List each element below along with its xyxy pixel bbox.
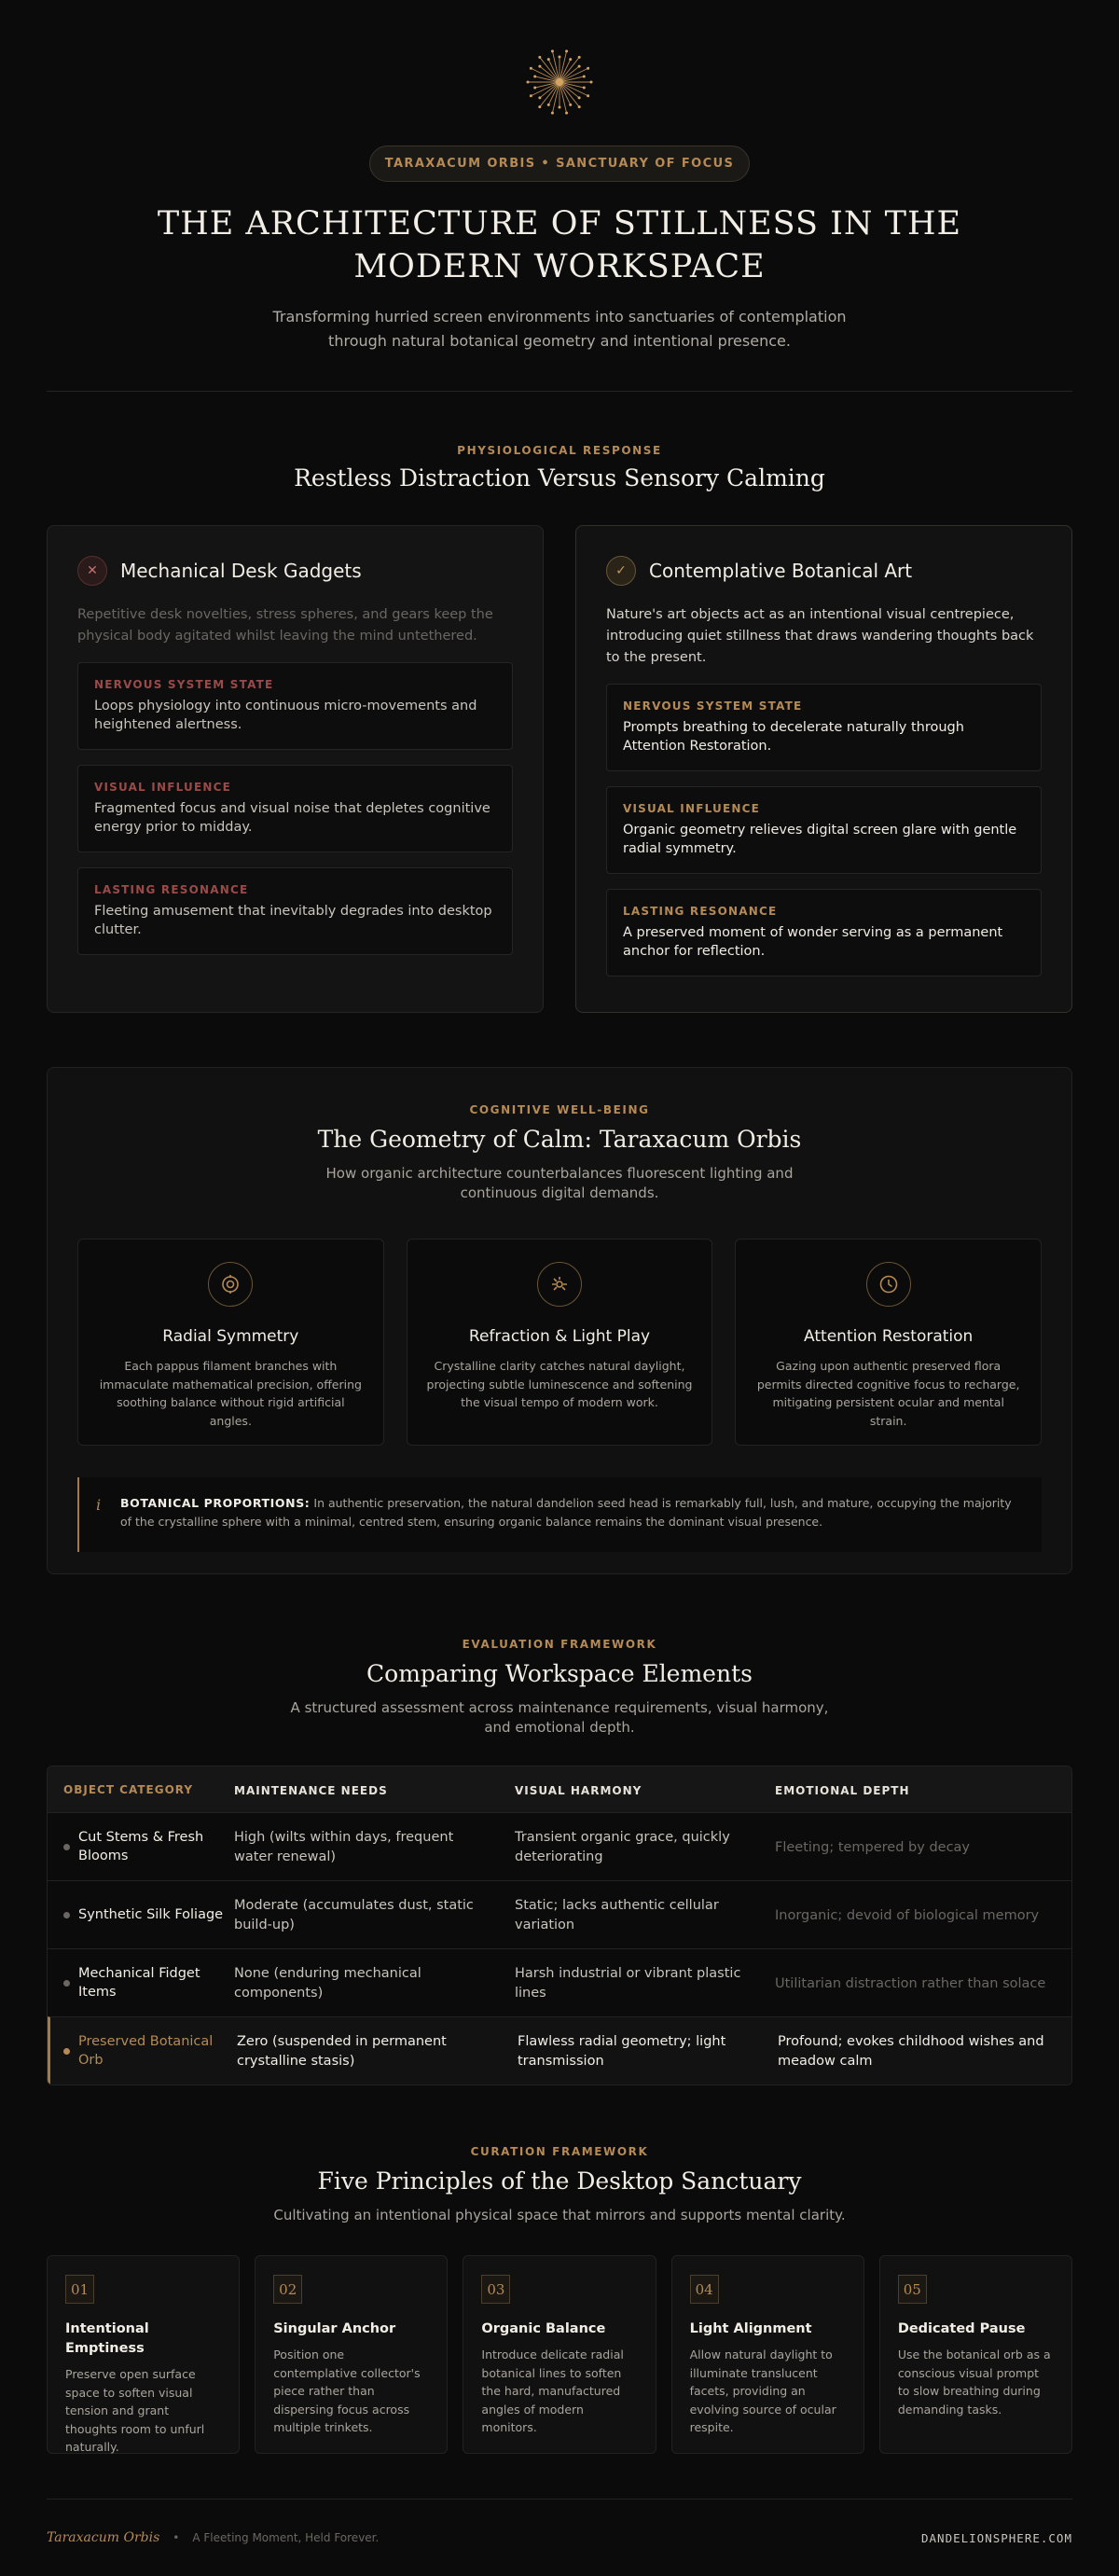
evaluation-section bbox=[47, 1638, 1072, 2085]
feature-text: Crystalline clarity catches natural daylight, projecting subtle luminescence and softening the visual tempo of modern work. bbox=[426, 1359, 693, 1409]
section-eyebrow: CURATION FRAMEWORK bbox=[470, 2145, 649, 2158]
principle-title: Light Alignment bbox=[689, 2321, 812, 2336]
column-header: MAINTENANCE NEEDS bbox=[234, 1784, 388, 1797]
sunburst-seed bbox=[578, 65, 581, 68]
sunburst-seed bbox=[590, 81, 593, 84]
clock-icon bbox=[866, 1262, 911, 1307]
sunburst-seed bbox=[530, 94, 532, 97]
page-subtitle: Transforming hurried screen environments into sanctuaries of contemplation through natural botanical geometry and intentional presence. bbox=[272, 308, 847, 350]
principle-card bbox=[671, 2255, 864, 2454]
sunburst-seed bbox=[583, 75, 586, 77]
info-icon: i bbox=[96, 1496, 102, 1514]
footer-site-link[interactable]: DANDELIONSPHERE.COM bbox=[921, 2530, 1072, 2545]
section-subtitle: A structured assessment across maintenance requirements, visual harmony, and emotional depth. bbox=[290, 1699, 829, 1736]
depth-cell: Fleeting; tempered by decay bbox=[775, 1839, 971, 1855]
radial-symmetry-icon bbox=[208, 1262, 253, 1307]
section-title: Five Principles of the Desktop Sanctuary bbox=[317, 2167, 802, 2195]
principle-title: Singular Anchor bbox=[273, 2321, 396, 2336]
category-cell: Preserved Botanical Orb bbox=[78, 2034, 214, 2068]
botanical-proportions-note bbox=[77, 1477, 1042, 1552]
sunburst-seed bbox=[551, 49, 554, 52]
principle-card bbox=[463, 2255, 656, 2454]
sunburst-seed bbox=[559, 106, 561, 109]
sunburst-seed bbox=[538, 56, 541, 59]
column-header: VISUAL HARMONY bbox=[515, 1784, 642, 1797]
depth-cell: Utilitarian distraction rather than solace bbox=[775, 1975, 1046, 1991]
principle-title: Dedicated Pause bbox=[897, 2321, 1026, 2336]
attribute-label: VISUAL INFLUENCE bbox=[94, 781, 231, 794]
maintenance-cell: Moderate (accumulates dust, static build-up) bbox=[234, 1898, 474, 1932]
principle-number: 04 bbox=[690, 2275, 719, 2304]
comparison-section bbox=[47, 444, 1072, 1013]
harmony-cell: Harsh industrial or vibrant plastic lines bbox=[515, 1966, 741, 2001]
section-title: Restless Distraction Versus Sensory Calming bbox=[294, 464, 825, 492]
feature-title: Attention Restoration bbox=[804, 1327, 974, 1346]
attribute-text: Fragmented focus and visual noise that depletes cognitive energy prior to midday. bbox=[94, 801, 490, 835]
column-header: EMOTIONAL DEPTH bbox=[775, 1784, 910, 1797]
feature-card bbox=[77, 1239, 384, 1446]
attribute-text: Prompts breathing to decelerate naturally through Attention Restoration. bbox=[623, 720, 964, 754]
card-title: Mechanical Desk Gadgets bbox=[120, 560, 362, 582]
attribute-label: LASTING RESONANCE bbox=[94, 883, 249, 896]
sunburst-seed bbox=[565, 112, 568, 115]
principle-number: 02 bbox=[273, 2275, 302, 2304]
sunburst-seed bbox=[578, 56, 581, 59]
feature-card bbox=[735, 1239, 1042, 1446]
sunburst-seed bbox=[551, 112, 554, 115]
table-row bbox=[48, 1880, 1071, 1948]
attribute-text: Fleeting amusement that inevitably degrades into desktop clutter. bbox=[94, 904, 492, 937]
check-icon: ✓ bbox=[606, 556, 636, 586]
sunburst-seed bbox=[583, 87, 586, 90]
note-text bbox=[120, 1494, 1019, 1531]
attribute-text: Loops physiology into continuous micro-movements and heightened alertness. bbox=[94, 699, 477, 732]
botanical-card bbox=[575, 525, 1072, 1013]
sunburst-core bbox=[556, 78, 563, 86]
feature-text: Each pappus filament branches with immaculate mathematical precision, offering soothing balance without rigid artificial angles. bbox=[99, 1359, 362, 1428]
bullet-dot bbox=[63, 1844, 70, 1850]
attribute-label: VISUAL INFLUENCE bbox=[623, 802, 760, 815]
section-eyebrow: PHYSIOLOGICAL RESPONSE bbox=[457, 444, 662, 457]
attribute-label: NERVOUS SYSTEM STATE bbox=[94, 678, 274, 691]
gadgets-card bbox=[47, 525, 544, 1013]
principle-text: Preserve open surface space to soften visual tension and grant thoughts room to unfurl naturally. bbox=[65, 2367, 205, 2454]
hero-badge: TARAXACUM ORBIS • SANCTUARY OF FOCUS bbox=[369, 145, 751, 182]
feature-title: Refraction & Light Play bbox=[468, 1327, 651, 1346]
attribute-text: Organic geometry relieves digital screen glare with gentle radial symmetry. bbox=[623, 823, 1017, 856]
geometry-section bbox=[47, 1067, 1072, 1574]
principle-text: Position one contemplative collector's piece rather than dispersing focus across multiple trinkets. bbox=[273, 2347, 421, 2434]
principle-card bbox=[255, 2255, 448, 2454]
footer bbox=[47, 2500, 1072, 2576]
principle-text: Use the botanical orb as a conscious visual prompt to slow breathing during demanding tasks. bbox=[897, 2347, 1051, 2417]
footer-separator: • bbox=[173, 2531, 180, 2544]
section-title: Comparing Workspace Elements bbox=[366, 1660, 753, 1687]
harmony-cell: Static; lacks authentic cellular variation bbox=[515, 1898, 719, 1932]
bullet-dot bbox=[63, 1980, 70, 1987]
depth-cell: Profound; evokes childhood wishes and meadow calm bbox=[778, 2034, 1044, 2069]
comparison-table bbox=[47, 1766, 1072, 2085]
section-subtitle: Cultivating an intentional physical space that mirrors and supports mental clarity. bbox=[273, 2207, 846, 2223]
category-cell: Cut Stems & Fresh Blooms bbox=[78, 1830, 204, 1863]
card-description: Nature's art objects act as an intentional visual centrepiece, introducing quiet stillness that draws wandering thoughts back to the present. bbox=[606, 607, 1034, 665]
category-cell: Mechanical Fidget Items bbox=[78, 1966, 200, 2000]
section-eyebrow: EVALUATION FRAMEWORK bbox=[462, 1638, 657, 1651]
close-icon: ✕ bbox=[77, 556, 107, 586]
sunburst-seed bbox=[569, 104, 572, 106]
principle-title: Organic Balance bbox=[481, 2321, 606, 2336]
note-body: In authentic preservation, the natural dandelion seed head is remarkably full, lush, and mature, occupying the majority of the crystalline sphere with a minimal, centred stem, ensuring organic balance remains the dominant visual presence. bbox=[120, 1496, 1012, 1529]
attribute-text: A preserved moment of wonder serving as a permanent anchor for reflection. bbox=[623, 925, 1003, 959]
bullet-dot bbox=[63, 2048, 70, 2055]
sunburst-seed bbox=[527, 81, 530, 84]
harmony-cell: Flawless radial geometry; light transmission bbox=[518, 2034, 726, 2069]
feature-title: Radial Symmetry bbox=[162, 1327, 299, 1346]
card-title: Contemplative Botanical Art bbox=[649, 560, 913, 582]
attribute-box bbox=[77, 867, 513, 955]
attribute-box bbox=[77, 765, 513, 852]
feature-text: Gazing upon authentic preserved flora permits directed cognitive focus to recharge, mitigating persistent ocular and mental strain. bbox=[756, 1359, 1020, 1428]
maintenance-cell: Zero (suspended in permanent crystalline stasis) bbox=[237, 2034, 447, 2069]
sunburst-seed bbox=[547, 104, 550, 106]
note-label: BOTANICAL PROPORTIONS: bbox=[120, 1496, 311, 1510]
footer-brand: Taraxacum Orbis bbox=[47, 2530, 160, 2545]
column-header: OBJECT CATEGORY bbox=[63, 1782, 194, 1796]
depth-cell: Inorganic; devoid of biological memory bbox=[775, 1907, 1040, 1923]
attribute-box bbox=[606, 684, 1042, 771]
principles-section bbox=[47, 2145, 1072, 2454]
page-title: THE ARCHITECTURE OF STILLNESS IN THE MODERN WORKSPACE bbox=[157, 205, 962, 285]
dandelion-sunburst-icon bbox=[522, 43, 597, 121]
sunburst-seed bbox=[538, 65, 541, 68]
principle-card bbox=[879, 2255, 1072, 2454]
sunburst-seed bbox=[587, 67, 589, 70]
sunburst-seed bbox=[533, 75, 536, 77]
principle-text: Allow natural daylight to illuminate translucent facets, providing an evolving source of ocular respite. bbox=[689, 2347, 836, 2434]
bullet-dot bbox=[63, 1912, 70, 1918]
table-row bbox=[48, 1948, 1071, 2016]
sunburst-seed bbox=[538, 96, 541, 99]
harmony-cell: Transient organic grace, quickly deteriorating bbox=[515, 1830, 730, 1864]
section-title: The Geometry of Calm: Taraxacum Orbis bbox=[317, 1126, 802, 1153]
attribute-box bbox=[606, 889, 1042, 976]
principle-number: 05 bbox=[898, 2275, 927, 2304]
sunburst-seed bbox=[547, 58, 550, 61]
maintenance-cell: High (wilts within days, frequent water renewal) bbox=[234, 1830, 454, 1864]
hero bbox=[47, 0, 1072, 392]
sunburst-seed bbox=[533, 87, 536, 90]
attribute-label: NERVOUS SYSTEM STATE bbox=[623, 699, 803, 713]
principle-number: 03 bbox=[481, 2275, 510, 2304]
maintenance-cell: None (enduring mechanical components) bbox=[234, 1966, 421, 2001]
sunburst-seed bbox=[569, 58, 572, 61]
principle-number: 01 bbox=[65, 2275, 94, 2304]
principle-text: Introduce delicate radial botanical lines to soften the hard, manufactured angles of modern monitors. bbox=[481, 2347, 624, 2434]
attribute-label: LASTING RESONANCE bbox=[623, 905, 778, 918]
sunburst-seed bbox=[538, 105, 541, 108]
sunburst-seed bbox=[530, 67, 532, 70]
card-description: Repetitive desk novelties, stress spheres, and gears keep the physical body agitated whilst leaving the mind untethered. bbox=[77, 607, 493, 644]
sunburst-seed bbox=[559, 56, 561, 59]
table-row bbox=[48, 1812, 1071, 1880]
feature-card bbox=[407, 1239, 713, 1446]
section-eyebrow: COGNITIVE WELL-BEING bbox=[469, 1103, 650, 1116]
attribute-box bbox=[77, 662, 513, 750]
divider bbox=[47, 391, 1072, 392]
table-header-row bbox=[48, 1766, 1071, 1812]
attribute-box bbox=[606, 786, 1042, 874]
category-cell: Synthetic Silk Foliage bbox=[78, 1907, 224, 1922]
sunburst-seed bbox=[578, 96, 581, 99]
principle-card bbox=[47, 2255, 240, 2454]
sunburst-seed bbox=[587, 94, 589, 97]
sunburst-seed bbox=[578, 105, 581, 108]
sunburst-seed bbox=[565, 49, 568, 52]
light-refraction-icon bbox=[537, 1262, 582, 1307]
section-subtitle: How organic architecture counterbalances fluorescent lighting and continuous digital demands. bbox=[325, 1165, 794, 1201]
table-row-featured bbox=[48, 2016, 1071, 2084]
principle-title: Intentional Emptiness bbox=[65, 2321, 149, 2356]
footer-tagline: A Fleeting Moment, Held Forever. bbox=[192, 2531, 380, 2544]
